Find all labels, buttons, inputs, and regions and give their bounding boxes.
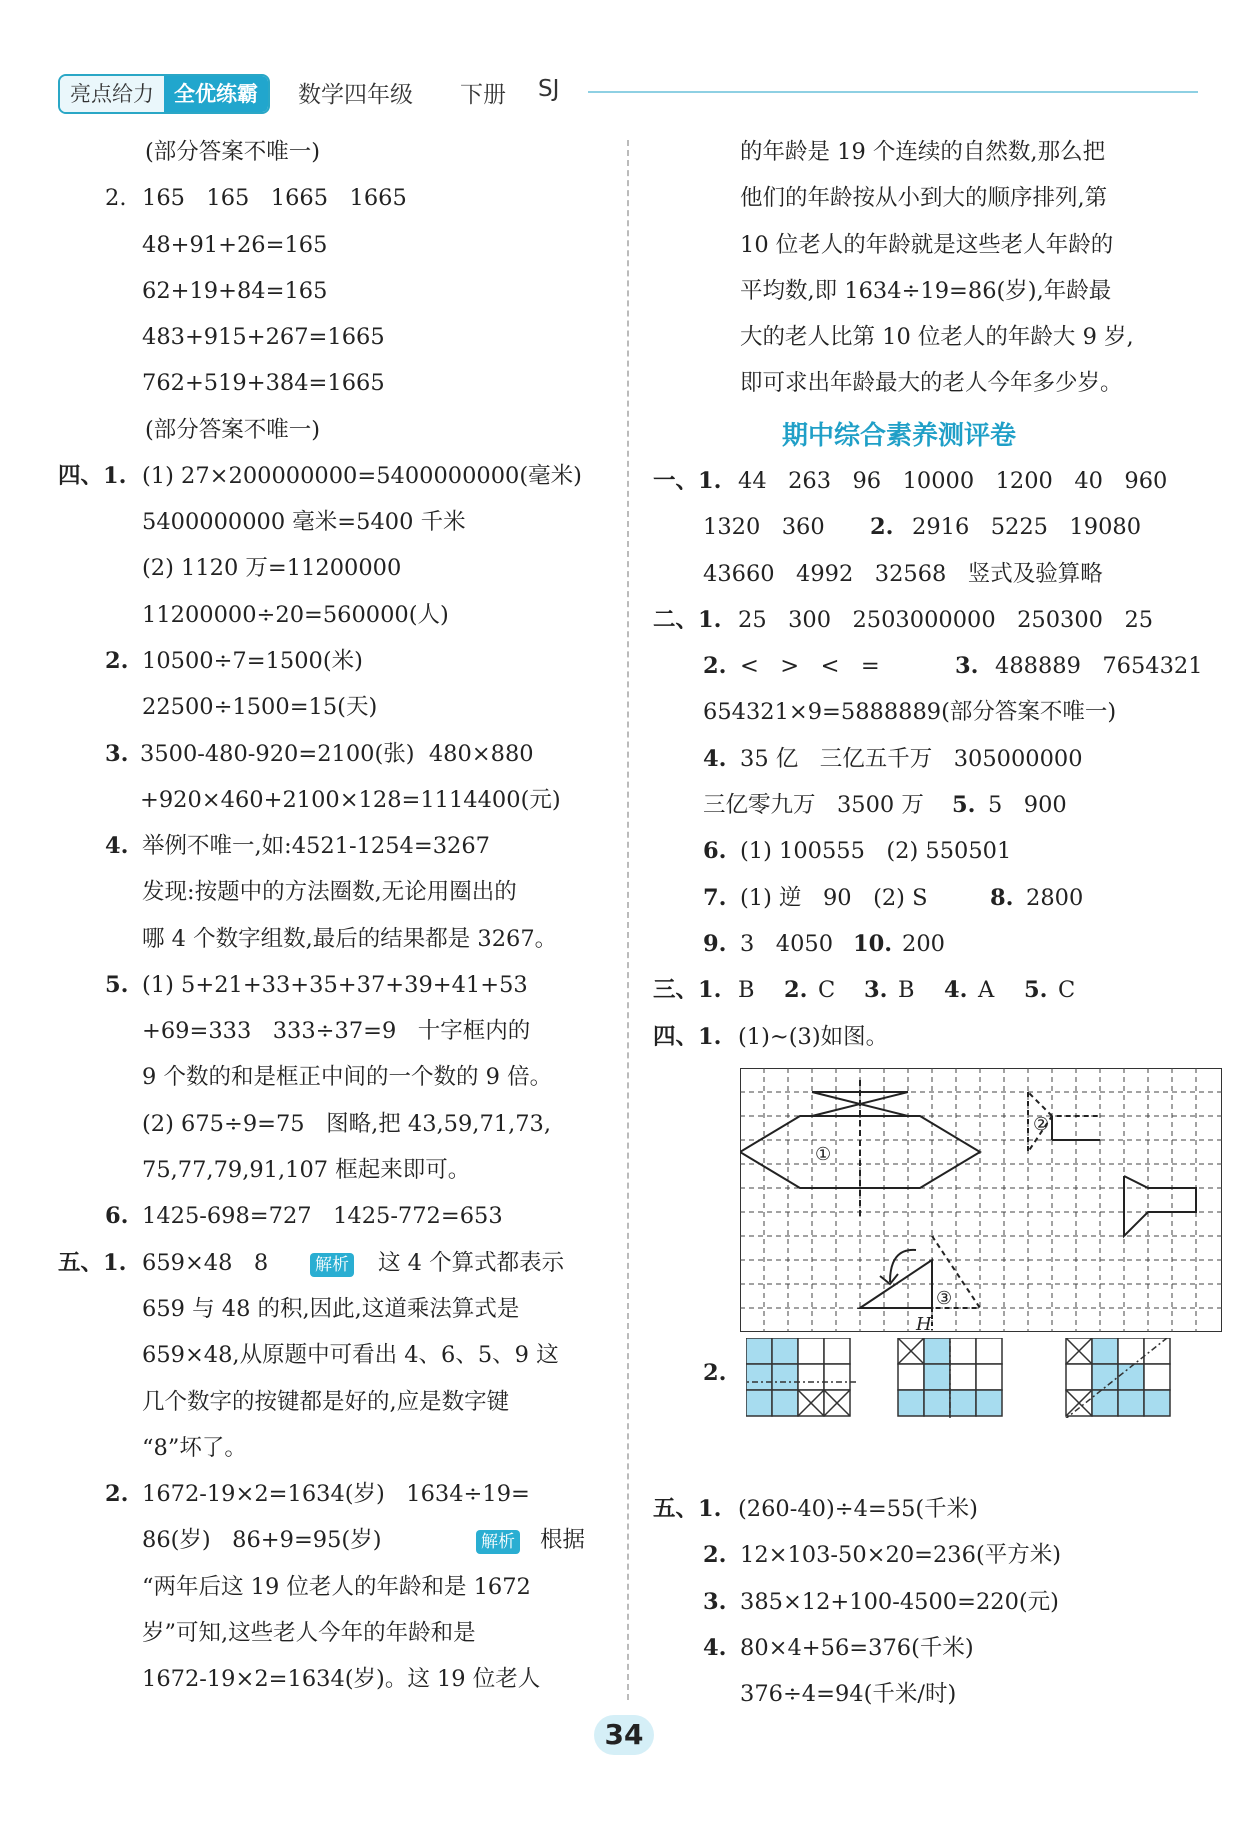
question-number: 2. [870,514,894,540]
answer-line: (1) 逆 90 (2) S [740,885,928,911]
page-number: 34 [594,1715,654,1755]
answer-line: 376÷4=94(千米/时) [740,1681,957,1707]
answer-line: 62+19+84=165 [142,278,328,304]
answer-line: 1672-19×2=1634(岁)。这 19 位老人 [142,1666,541,1692]
answer-line: 483+915+267=1665 [142,324,385,350]
answer-line: (1)~(3)如图。 [738,1024,889,1050]
answer-line: “两年后这 19 位老人的年龄和是 1672 [142,1574,531,1600]
column-divider [627,140,629,1700]
answer-line: (2) 1120 万=11200000 [142,555,402,581]
answer-line: 平均数,即 1634÷19=86(岁),年龄最 [740,278,1112,304]
edition-label: SJ [538,76,560,102]
answer-line: 86(岁) 86+9=95(岁) [142,1527,382,1553]
brand-logo [58,74,270,114]
question-number: 4. [105,833,129,859]
answer-line: 12×103-50×20=236(平方米) [740,1542,1061,1568]
answer-line: 659 与 48 的积,因此,这道乘法算式是 [142,1296,520,1322]
answer-line: 举例不唯一,如:4521-1254=3267 [142,833,490,859]
answer-line: 即可求出年龄最大的老人今年多少岁。 [740,370,1123,396]
answer-line: (1) 100555 (2) 550501 [740,838,1012,864]
question-number: 8. [990,885,1014,911]
answer-line: 9 个数的和是框正中间的一个数的 9 倍。 [142,1064,553,1090]
answer-line: 200 [902,931,945,957]
answer-line: 几个数字的按键都是好的,应是数字键 [142,1389,510,1415]
answer-line: 的年龄是 19 个连续的自然数,那么把 [740,139,1106,165]
answer-line: +920×460+2100×128=1114400(元) [140,787,561,813]
answer-line: 他们的年龄按从小到大的顺序排列,第 [740,185,1108,211]
answer-line: 659×48,从原题中可看出 4、6、5、9 这 [142,1342,559,1368]
answer-line: +69=333 333÷37=9 十字框内的 [142,1018,531,1044]
answer-line: 1320 360 [703,514,825,540]
shading-figures [746,1338,1186,1418]
answer-line: (260-40)÷4=55(千米) [738,1496,978,1522]
question-number: 2. [703,1542,727,1568]
question-number: 9. [703,931,727,957]
answer-line: “8”坏了。 [142,1435,247,1461]
question-number: 五、1. [653,1496,722,1522]
question-number: 三、1. [653,977,722,1003]
question-number: 4. [944,977,968,1003]
question-number: 四、1. [653,1024,722,1050]
answer-line: 大的老人比第 10 位老人的年龄大 9 岁, [740,324,1134,350]
grid-figure [740,1068,1222,1332]
question-number: 一、1. [653,468,722,494]
answer-line: 22500÷1500=15(天) [142,694,378,720]
answer-line: 654321×9=5888889(部分答案不唯一) [703,699,1117,725]
question-number: 2. [105,1481,129,1507]
answer-line: 75,77,79,91,107 框起来即可。 [142,1157,471,1183]
answer-line: 岁”可知,这些老人今年的年龄和是 [142,1620,476,1646]
question-number: 二、1. [653,607,722,633]
question-number: 3. [864,977,888,1003]
question-number: 7. [703,885,727,911]
answer-line: 1425-698=727 1425-772=653 [142,1203,503,1229]
answer-line: 659×48 8 [142,1250,269,1276]
question-number: 四、1. [58,463,127,489]
figure-label-h: H [916,1314,932,1332]
answer-line: 发现:按题中的方法圈数,无论用圈出的 [142,879,517,905]
answer-line: (1) 5+21+33+35+37+39+41+53 [142,972,528,998]
answer-line: 385×12+100-4500=220(元) [740,1589,1059,1615]
answer-line: B [898,977,915,1003]
answer-line: 2916 5225 19080 [912,514,1142,540]
subject-label: 数学四年级 [298,82,413,108]
question-number: 6. [105,1203,129,1229]
question-number: 10. [853,931,893,957]
brand-left: 亮点给力 [60,76,164,112]
section-title: 期中综合素养测评卷 [782,421,1017,451]
volume-label: 下册 [460,82,506,108]
figure-label-2: ② [1033,1114,1050,1135]
answer-line: (1) 27×200000000=5400000000(毫米) [142,463,582,489]
answer-line: A [978,977,995,1003]
answer-line: 80×4+56=376(千米) [740,1635,974,1661]
question-number: 五、1. [58,1250,127,1276]
answer-line: C [1058,977,1076,1003]
question-number: 3. [703,1589,727,1615]
answer-line: 11200000÷20=560000(人) [142,602,449,628]
answer-line: 3 4050 [740,931,834,957]
question-number: 6. [703,838,727,864]
answer-line: B [738,977,755,1003]
question-number: 2. [105,185,127,211]
brand-right: 全优练霸 [164,76,268,112]
answer-line: 10 位老人的年龄就是这些老人年龄的 [740,232,1114,258]
answer-line: (部分答案不唯一) [145,417,321,443]
answer-line: 48+91+26=165 [142,232,328,258]
answer-line: 这 4 个算式都表示 [378,1250,565,1276]
answer-line: 762+519+384=1665 [142,370,385,396]
answer-line: 三亿零九万 3500 万 [703,792,924,818]
answer-line: 5 900 [988,792,1067,818]
answer-line: 165 165 1665 1665 [142,185,407,211]
answer-line: < > < = [740,653,880,679]
answer-line: 5400000000 毫米=5400 千米 [142,509,466,535]
figure-label-3: ③ [936,1288,953,1309]
answer-line: (2) 675÷9=75 图略,把 43,59,71,73, [142,1111,552,1137]
answer-line: 1672-19×2=1634(岁) 1634÷19= [142,1481,530,1507]
answer-line: 43660 4992 32568 竖式及验算略 [703,561,1103,587]
answer-line: C [818,977,836,1003]
question-number: 2. [703,653,727,679]
answer-line: 3500-480-920=2100(张) 480×880 [140,741,534,767]
answer-line: 哪 4 个数字组数,最后的结果都是 3267。 [142,926,558,952]
answer-line: 25 300 2503000000 250300 25 [738,607,1154,633]
question-number: 2. [703,1360,727,1386]
question-number: 3. [105,741,129,767]
question-number: 4. [703,746,727,772]
answer-line: 488889 7654321 [995,653,1203,679]
question-number: 5. [105,972,129,998]
question-number: 4. [703,1635,727,1661]
question-number: 2. [784,977,808,1003]
analysis-tag: 解析 [476,1525,520,1555]
answer-line: 35 亿 三亿五千万 305000000 [740,746,1083,772]
page-header [58,74,1198,110]
answer-line: 10500÷7=1500(米) [142,648,363,674]
answer-line: 44 263 96 10000 1200 40 960 [738,468,1168,494]
answer-line: 2800 [1026,885,1084,911]
analysis-tag: 解析 [310,1248,354,1278]
answer-line: 根据 [540,1527,586,1553]
header-rule [588,91,1198,93]
question-number: 3. [955,653,979,679]
answer-line: (部分答案不唯一) [145,139,321,165]
figure-label-1: ① [815,1144,832,1165]
question-number: 5. [1024,977,1048,1003]
question-number: 5. [952,792,976,818]
question-number: 2. [105,648,129,674]
